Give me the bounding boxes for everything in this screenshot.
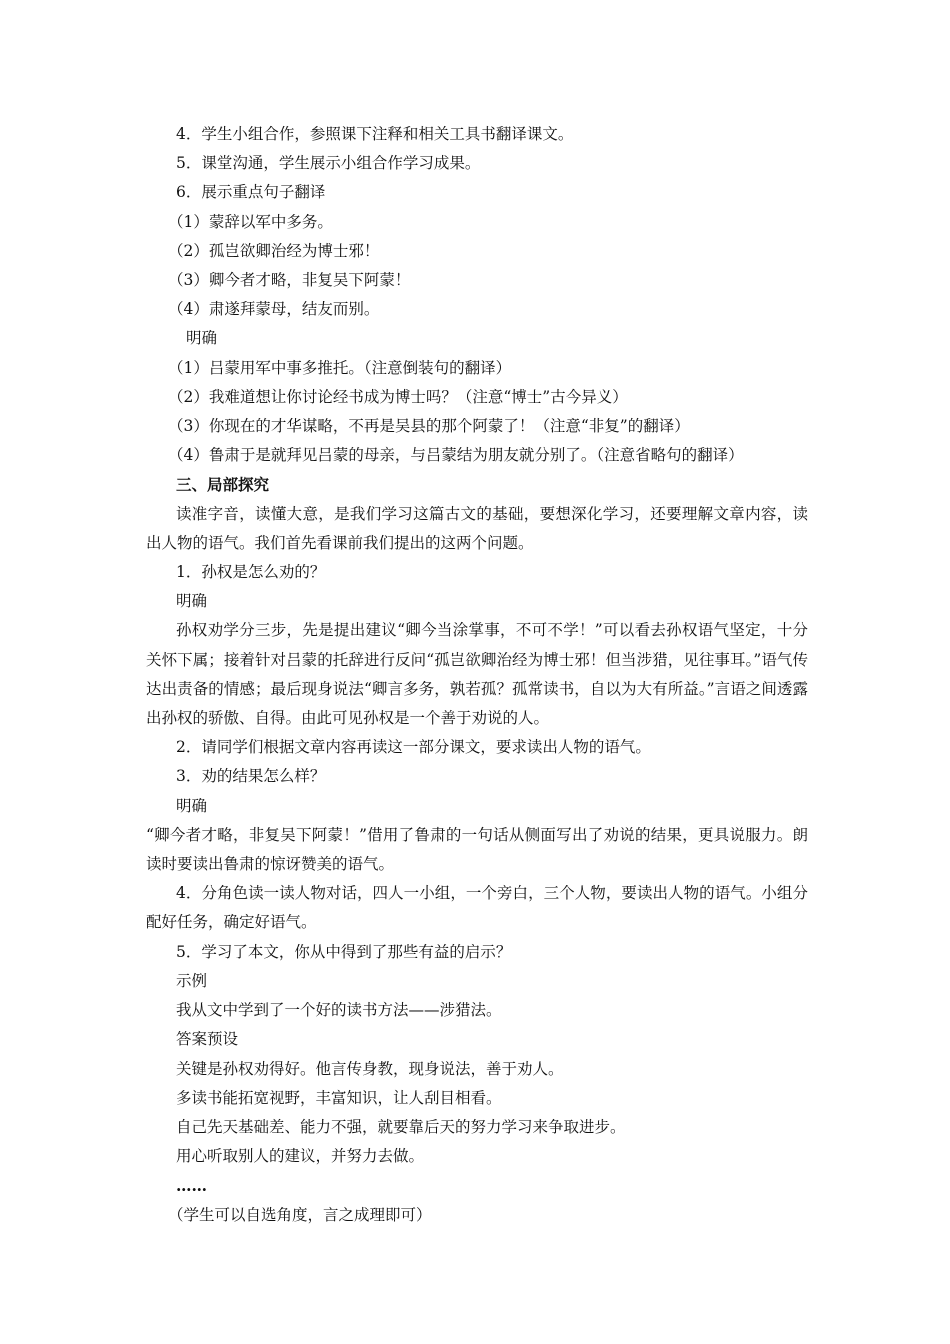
translation: （3）你现在的才华谋略，不再是吴县的那个阿蒙了！（注意“非复”的翻译） bbox=[168, 417, 690, 436]
closing-note: （学生可以自选角度，言之成理即可） bbox=[168, 1205, 432, 1224]
question-2: 2．请同学们根据文章内容再读这一部分课文，要求读出人物的语气。 bbox=[176, 738, 651, 757]
translation: （2）我难道想让你讨论经书成为博士吗？（注意“博士”古今异义） bbox=[168, 387, 628, 406]
step-5: 5．课堂沟通，学生展示小组合作学习成果。 bbox=[176, 154, 481, 173]
answer-item: 用心听取别人的建议，并努力去做。 bbox=[176, 1147, 425, 1166]
question-4: 4．分角色读一读人物对话，四人一小组，一个旁白，三个人物，要读出人物的语气。小组分配好任务，确定好语气。 bbox=[146, 884, 808, 932]
question-3: 3．劝的结果怎么样？ bbox=[176, 767, 326, 786]
question-5: 5．学习了本文，你从中得到了那些有益的启示？ bbox=[176, 942, 512, 961]
key-sentence: （2）孤岂欲卿治经为博士邪！ bbox=[168, 241, 380, 260]
answer-label: 答案预设 bbox=[176, 1030, 239, 1049]
step-6: 6．展示重点句子翻译 bbox=[176, 183, 326, 202]
example-text: 我从文中学到了一个好的读书方法——涉猎法。 bbox=[176, 1001, 502, 1020]
answer-item: 多读书能拓宽视野，丰富知识，让人刮目相看。 bbox=[176, 1088, 502, 1107]
mingque-label: 明确 bbox=[176, 592, 208, 611]
question-1: 1．孙权是怎么劝的？ bbox=[176, 563, 326, 582]
answer-item: 自己先天基础差、能力不强，就要靠后天的努力学习来争取进步。 bbox=[176, 1117, 626, 1136]
answer-3: “卿今者才略，非复吴下阿蒙！”借用了鲁肃的一句话从侧面写出了劝说的结果，更具说服力。朗读时要读出鲁肃的惊讶赞美的语气。 bbox=[146, 825, 808, 874]
mingque-label: 明确 bbox=[186, 329, 218, 348]
key-sentence: （4）肃遂拜蒙母，结友而别。 bbox=[168, 300, 380, 319]
translation: （4）鲁肃于是就拜见吕蒙的母亲，与吕蒙结为朋友就分别了。（注意省略句的翻译） bbox=[168, 446, 744, 465]
key-sentence: （1）蒙辞以军中多务。 bbox=[168, 212, 333, 231]
example-label: 示例 bbox=[176, 971, 208, 990]
answer-item: 关键是孙权劝得好。他言传身教，现身说法，善于劝人。 bbox=[176, 1059, 564, 1078]
mingque-label: 明确 bbox=[176, 796, 208, 815]
section-title: 三、局部探究 bbox=[176, 475, 270, 495]
answer-1: 孙权劝学分三步，先是提出建议“卿今当涂掌事，不可不学！”可以看去孙权语气坚定，十分关怀下属；接着针对吕蒙的托辞进行反问“孤岂欲卿治经为博士邪！但当涉猎，见往事耳。”语气传达出责备的情感；最后现身说法“卿言多务，孰若孤？孤常读书，自以为大有所益。”言语之间透露出孙权的骄傲、自得。由此可见孙权是一个善于劝说的人。 bbox=[146, 621, 808, 728]
document-body bbox=[146, 120, 808, 1230]
step-4: 4．学生小组合作，参照课下注释和相关工具书翻译课文。 bbox=[176, 125, 574, 143]
intro-paragraph: 读准字音，读懂大意，是我们学习这篇古文的基础，要想深化学习，还要理解文章内容，读出人物的语气。我们首先看课前我们提出的这两个问题。 bbox=[146, 504, 808, 552]
ellipsis: …… bbox=[176, 1176, 207, 1196]
key-sentence: （3）卿今者才略，非复吴下阿蒙！ bbox=[168, 271, 411, 290]
translation: （1）吕蒙用军中事多推托。（注意倒装句的翻译） bbox=[168, 358, 512, 377]
